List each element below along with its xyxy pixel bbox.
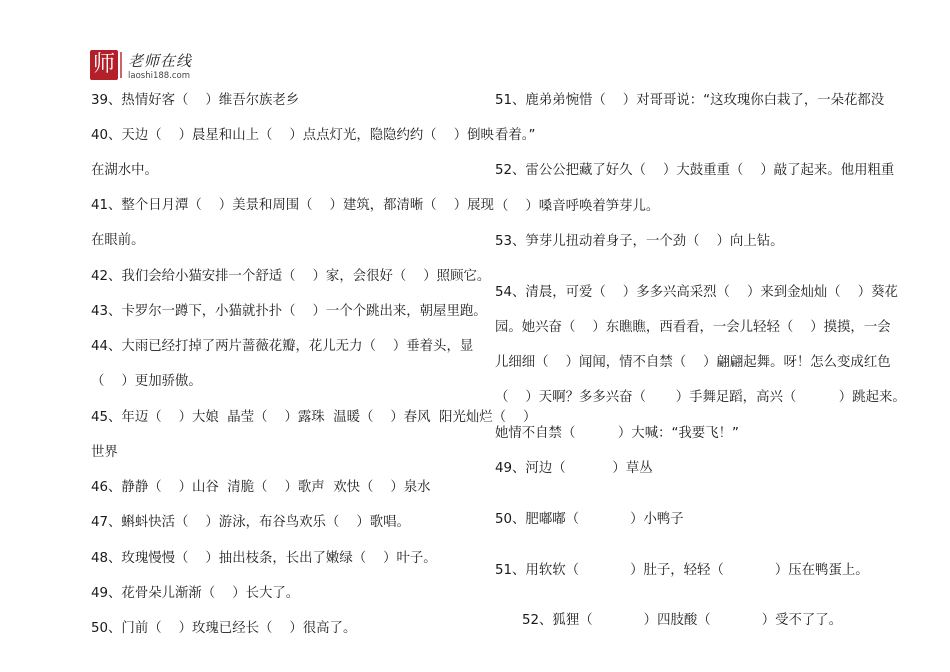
question-line: 41、整个日月潭（ ）美景和周围（ ）建筑，都清晰（ ）展现 (91, 198, 494, 213)
question-line: 43、卡罗尔一蹲下，小猫就扑扑（ ）一个个跳出来，朝屋里跑。 (91, 304, 487, 319)
question-line: 46、静静（ ）山谷 清脆（ ）歌声 欢快（ ）泉水 (91, 480, 431, 495)
question-line: 45、年迈（ ）大娘 晶莹（ ）露珠 温暖（ ）春风 阳光灿烂（ ） (91, 410, 537, 425)
question-line: 看着。” (495, 128, 536, 143)
question-line: 47、蝌蚪快活（ ）游泳，布谷鸟欢乐（ ）歌唱。 (91, 515, 410, 530)
logo-seal-icon: 师 (90, 50, 118, 80)
question-line: 在眼前。 (91, 233, 145, 248)
question-line: 51、鹿弟弟惋惜（ ）对哥哥说：“这玫瑰你白栽了，一朵花都没 (495, 93, 885, 108)
question-line: 园。她兴奋（ ）东瞧瞧，西看看，一会儿轻轻（ ）摸摸，一会 (495, 320, 891, 335)
question-line: 51、用软软（ ）肚子，轻轻（ ）压在鸭蛋上。 (495, 563, 869, 578)
question-line: 49、河边（ ）草丛 (495, 461, 653, 476)
question-line: 52、雷公公把藏了好久（ ）大鼓重重（ ）敲了起来。他用粗重 (495, 163, 895, 178)
logo-seal-divider (120, 52, 126, 78)
question-line: 49、花骨朵儿渐渐（ ）长大了。 (91, 586, 300, 601)
question-line: （ ）更加骄傲。 (91, 374, 202, 389)
question-line: 48、玫瑰慢慢（ ）抽出枝条，长出了嫩绿（ ）叶子。 (91, 551, 437, 566)
question-line: （ ）天啊？多多兴奋（ ）手舞足蹈，高兴（ ）跳起来。 (495, 390, 906, 405)
question-line: 40、天边（ ）晨星和山上（ ）点点灯光，隐隐约约（ ）倒映 (91, 128, 494, 143)
question-line: 42、我们会给小猫安排一个舒适（ ）家，会很好（ ）照顾它。 (91, 269, 491, 284)
question-line: （ ）嗓音呼唤着笋芽儿。 (495, 199, 660, 214)
question-line: 50、肥嘟嘟（ ）小鸭子 (495, 512, 684, 527)
question-line: 54、清晨，可爱（ ）多多兴高采烈（ ）来到金灿灿（ ）葵花 (495, 285, 898, 300)
question-line: 世界 (91, 445, 118, 460)
question-line: 52、狐狸（ ）四肢酸（ ）受不了了。 (522, 613, 843, 628)
question-line: 她情不自禁（ ）大喊：“我要飞！” (495, 426, 739, 441)
question-line: 53、笋芽儿扭动着身子，一个劲（ ）向上钻。 (495, 234, 784, 249)
question-line: 儿细细（ ）闻闻，情不自禁（ ）翩翩起舞。呀！怎么变成红色 (495, 355, 891, 370)
question-line: 39、热情好客（ ）维吾尔族老乡 (91, 93, 300, 108)
question-line: 50、门前（ ）玫瑰已经长（ ）很高了。 (91, 621, 357, 636)
question-line: 在湖水中。 (91, 163, 158, 178)
logo-url: laoshi188.com (128, 71, 191, 81)
site-logo (90, 50, 220, 82)
question-line: 44、大雨已经打掉了两片蔷薇花瓣，花儿无力（ ）垂着头，显 (91, 339, 474, 354)
logo-text: 老师在线 (128, 52, 193, 70)
